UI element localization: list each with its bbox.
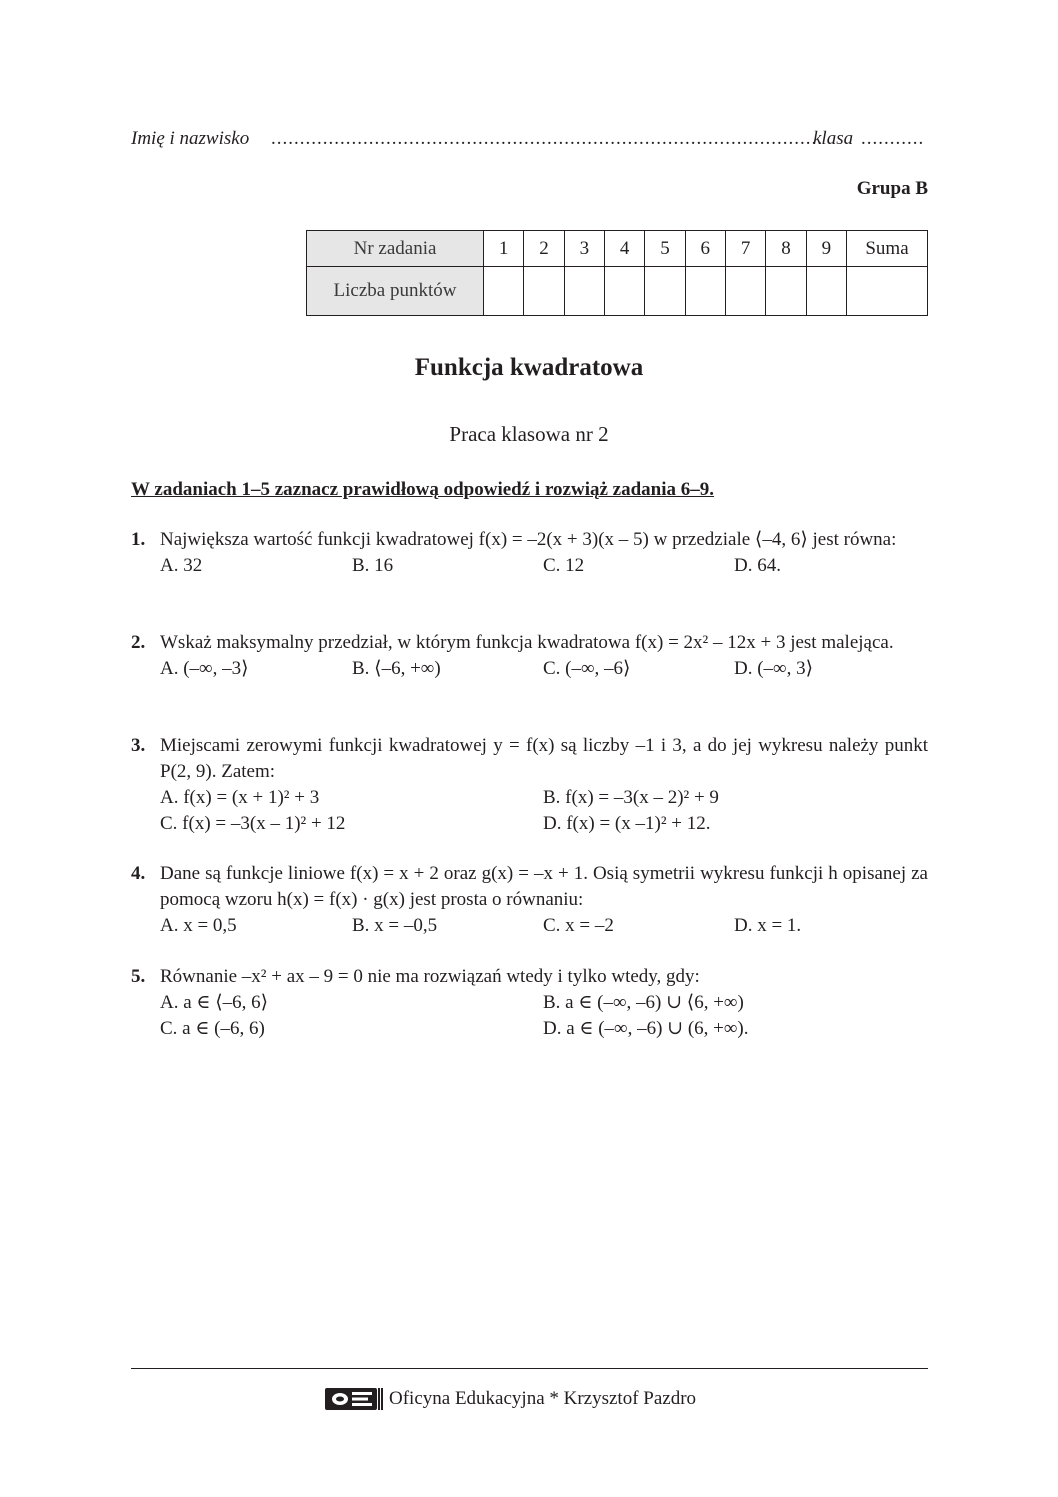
points-cell[interactable] bbox=[725, 267, 765, 316]
answer-options bbox=[160, 913, 928, 939]
answer-option-d[interactable]: D. f(x) = (x –1)² + 12. bbox=[543, 813, 711, 834]
answer-option-b[interactable]: B. f(x) = –3(x – 2)² + 9 bbox=[543, 787, 719, 808]
task-3 bbox=[131, 733, 928, 837]
points-header: Liczba punktów bbox=[307, 267, 484, 316]
task-stem: Równanie –x² + ax – 9 = 0 nie ma rozwiązań wtedy i tylko wtedy, gdy: bbox=[160, 966, 700, 987]
answer-options bbox=[160, 656, 928, 682]
instruction: W zadaniach 1–5 zaznacz prawidłową odpowiedź i rozwiąż zadania 6–9. bbox=[131, 479, 715, 500]
name-class-line bbox=[131, 128, 928, 154]
answer-option-b[interactable]: B. x = –0,5 bbox=[352, 915, 438, 936]
task-number-cell: 8 bbox=[766, 231, 806, 267]
task-2 bbox=[131, 630, 928, 682]
task-stem: Wskaż maksymalny przedział, w którym funkcja kwadratowa f(x) = 2x² – 12x + 3 jest malejąca. bbox=[160, 632, 894, 653]
name-label: Imię i nazwisko bbox=[131, 128, 250, 149]
answer-options bbox=[160, 553, 928, 579]
answer-option-d[interactable]: D. a ∈ (–∞, –6) ∪ (6, +∞). bbox=[543, 1018, 749, 1039]
page-title: Funkcja kwadratowa bbox=[414, 354, 644, 381]
task-number-cell: 9 bbox=[806, 231, 846, 267]
answer-option-c[interactable]: C. a ∈ (–6, 6) bbox=[160, 1018, 265, 1039]
page-subtitle: Praca klasowa nr 2 bbox=[449, 422, 609, 446]
name-field[interactable]: ................................................................................................ bbox=[271, 128, 823, 149]
task-number-cell: 7 bbox=[725, 231, 765, 267]
task-number: 2. bbox=[131, 632, 146, 653]
answer-option-b[interactable]: B. ⟨–6, +∞) bbox=[352, 658, 441, 679]
task-4 bbox=[131, 861, 928, 939]
class-label: klasa bbox=[813, 128, 854, 149]
answer-options bbox=[160, 1016, 928, 1042]
footer-divider bbox=[131, 1368, 928, 1369]
task-number-cell: 5 bbox=[645, 231, 685, 267]
points-cell[interactable] bbox=[564, 267, 604, 316]
answer-option-a[interactable]: A. f(x) = (x + 1)² + 3 bbox=[160, 787, 320, 808]
score-table bbox=[306, 230, 928, 316]
answer-options bbox=[160, 811, 928, 837]
publisher-name: Oficyna Edukacyjna * Krzysztof Pazdro bbox=[389, 1388, 697, 1409]
answer-option-a[interactable]: A. 32 bbox=[160, 555, 203, 576]
answer-option-a[interactable]: A. (–∞, –3⟩ bbox=[160, 658, 249, 679]
task-stem: Największa wartość funkcji kwadratowej f(x) = –2(x + 3)(x – 5) w przedziale ⟨–4, 6⟩ jest równa: bbox=[160, 529, 897, 550]
oe-publisher-logo-icon bbox=[325, 1385, 383, 1413]
task-number: 1. bbox=[131, 529, 146, 550]
task-number-cell: 4 bbox=[604, 231, 644, 267]
answer-option-a[interactable]: A. x = 0,5 bbox=[160, 915, 237, 936]
task-1 bbox=[131, 527, 928, 579]
task-number-cell: 2 bbox=[524, 231, 564, 267]
points-cell[interactable] bbox=[524, 267, 564, 316]
answer-option-c[interactable]: C. (–∞, –6⟩ bbox=[543, 658, 631, 679]
answer-option-c[interactable]: C. 12 bbox=[543, 555, 585, 576]
answer-option-b[interactable]: B. a ∈ (–∞, –6) ∪ ⟨6, +∞) bbox=[543, 992, 744, 1013]
task-number: 4. bbox=[131, 863, 146, 884]
task-number-cell: 3 bbox=[564, 231, 604, 267]
answer-options bbox=[160, 785, 928, 811]
task-number-cell: 6 bbox=[685, 231, 725, 267]
points-cell[interactable] bbox=[604, 267, 644, 316]
task-5 bbox=[131, 964, 928, 1042]
points-cell[interactable] bbox=[645, 267, 685, 316]
points-cell[interactable] bbox=[685, 267, 725, 316]
answer-options bbox=[160, 990, 928, 1016]
answer-option-d[interactable]: D. x = 1. bbox=[734, 915, 802, 936]
points-cell[interactable] bbox=[766, 267, 806, 316]
points-sum-cell[interactable] bbox=[847, 267, 928, 316]
answer-option-a[interactable]: A. a ∈ ⟨–6, 6⟩ bbox=[160, 992, 269, 1013]
footer bbox=[325, 1384, 696, 1414]
points-row bbox=[307, 267, 928, 316]
answer-option-b[interactable]: B. 16 bbox=[352, 555, 394, 576]
task-stem: Miejscami zerowymi funkcji kwadratowej y = f(x) są liczby –1 i 3, a do jej wykresu należy punkt P(2, 9). Zatem: bbox=[160, 735, 928, 782]
answer-option-d[interactable]: D. (–∞, 3⟩ bbox=[734, 658, 814, 679]
class-field[interactable]: ........... bbox=[861, 128, 925, 149]
sum-header-cell: Suma bbox=[847, 231, 928, 267]
task-number-header: Nr zadania bbox=[307, 231, 484, 267]
answer-option-c[interactable]: C. f(x) = –3(x – 1)² + 12 bbox=[160, 813, 346, 834]
points-cell[interactable] bbox=[806, 267, 846, 316]
points-cell[interactable] bbox=[484, 267, 524, 316]
answer-option-d[interactable]: D. 64. bbox=[734, 555, 781, 576]
task-number: 5. bbox=[131, 966, 146, 987]
group-label: Grupa B bbox=[856, 178, 928, 199]
answer-option-c[interactable]: C. x = –2 bbox=[543, 915, 614, 936]
task-number-cell: 1 bbox=[484, 231, 524, 267]
task-stem: Dane są funkcje liniowe f(x) = x + 2 oraz g(x) = –x + 1. Osią symetrii wykresu funkcji h opisanej za pomocą wzoru h(x) = f(x) · g(x) jest prosta o równaniu: bbox=[160, 863, 928, 910]
task-number: 3. bbox=[131, 735, 146, 756]
task-number-row bbox=[307, 231, 928, 267]
